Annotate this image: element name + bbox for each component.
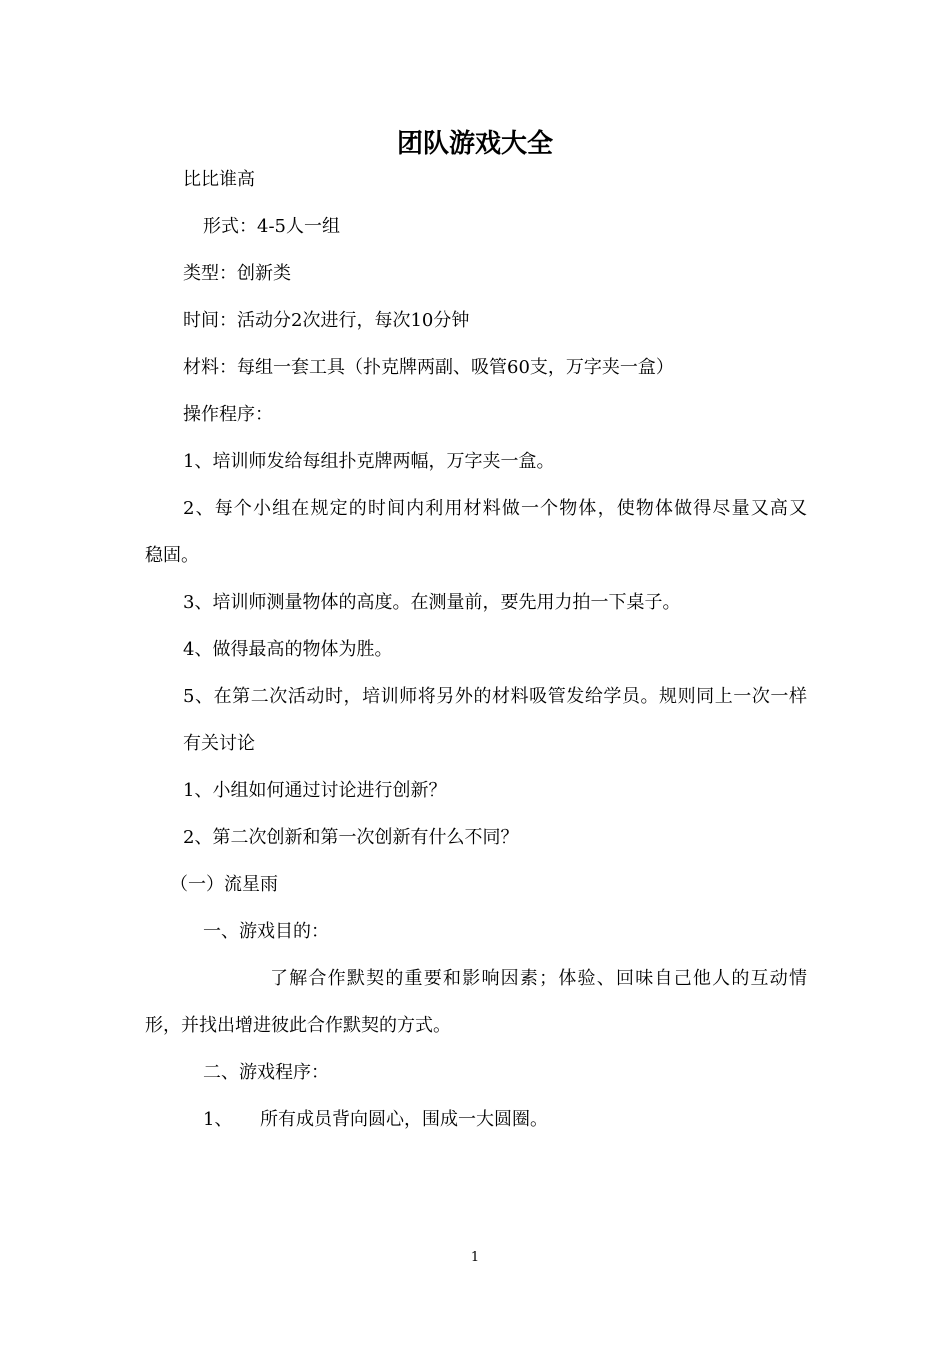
document-title: 团队游戏大全 xyxy=(396,129,553,159)
list-item-step-1: 1、培训师发给每组扑克牌两幅，万字夹一盒。 xyxy=(183,451,555,472)
list-item-step-5: 5、在第二次活动时，培训师将另外的材料吸管发给学员。规则同上一次一样 xyxy=(183,686,807,707)
list-item-question-1: 1、小组如何通过讨论进行创新？ xyxy=(183,780,447,801)
paragraph-procedure-heading: 操作程序： xyxy=(183,404,273,425)
paragraph-goal-continued: 形，并找出增进彼此合作默契的方式。 xyxy=(145,1015,451,1036)
paragraph-materials: 材料：每组一套工具（扑克牌两副、吸管60支，万字夹一盒） xyxy=(183,357,674,378)
section-heading-discussion: 有关讨论 xyxy=(183,733,255,754)
list-item-step-2-continued: 稳固。 xyxy=(145,545,199,566)
subsection-heading-procedure: 二、游戏程序： xyxy=(203,1062,329,1083)
list-marker-1: 1、 xyxy=(203,1109,233,1130)
paragraph-type: 类型：创新类 xyxy=(183,263,291,284)
subsection-heading-goal: 一、游戏目的： xyxy=(203,921,329,942)
section-heading-bibishuigao: 比比谁高 xyxy=(183,169,255,190)
list-item-step-4: 4、做得最高的物体为胜。 xyxy=(183,639,393,660)
paragraph-goal: 了解合作默契的重要和影响因素；体验、回味自己他人的互动情 xyxy=(270,968,807,989)
paragraph-time: 时间：活动分2次进行，每次10分钟 xyxy=(183,310,470,331)
list-item-step-3: 3、培训师测量物体的高度。在测量前，要先用力拍一下桌子。 xyxy=(183,592,681,613)
list-item-circle-step: 所有成员背向圆心，围成一大圆圈。 xyxy=(260,1109,548,1130)
paragraph-form: 形式：4-5人一组 xyxy=(203,216,340,237)
section-heading-meteor-shower: （一）流星雨 xyxy=(170,874,278,895)
list-item-step-2: 2、每个小组在规定的时间内利用材料做一个物体，使物体做得尽量又高又 xyxy=(183,498,807,519)
page-number: 1 xyxy=(470,1250,480,1265)
list-item-question-2: 2、第二次创新和第一次创新有什么不同？ xyxy=(183,827,519,848)
